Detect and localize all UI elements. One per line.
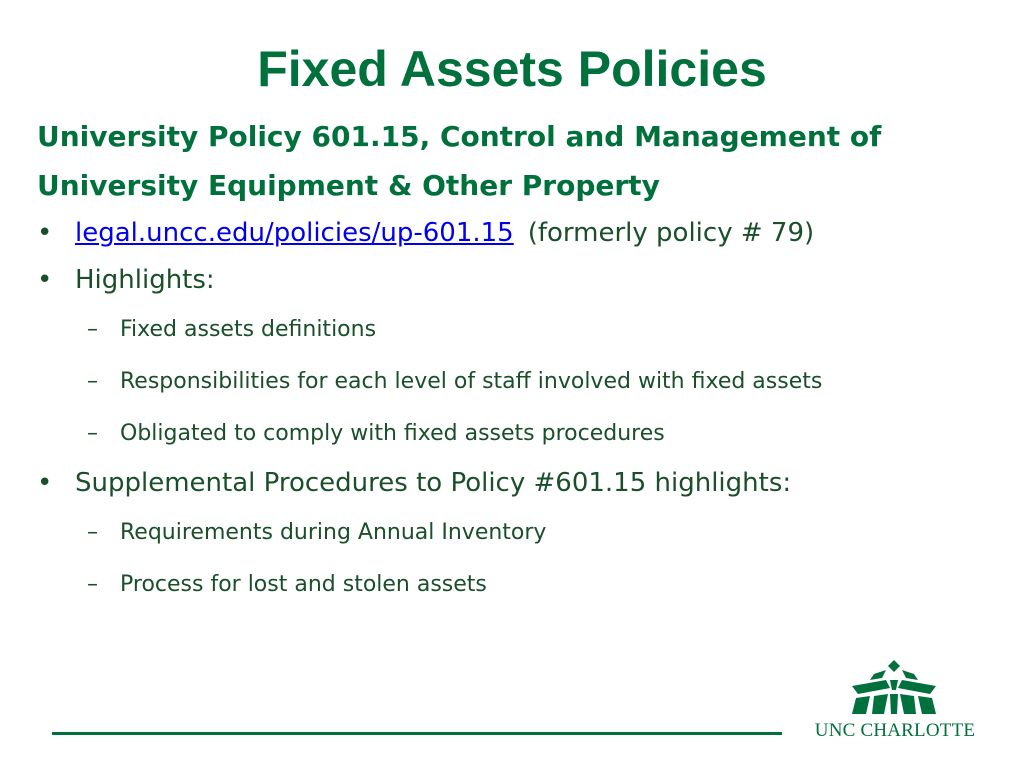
slide-title: Fixed Assets Policies — [257, 41, 767, 97]
bullet-item-supplemental — [37, 460, 987, 507]
highlights-label: Highlights: — [75, 265, 215, 295]
sub-item — [37, 304, 987, 356]
subtitle-line-1: University Policy 601.15, Control and Management of — [37, 120, 882, 153]
sub-item — [37, 408, 987, 460]
bullet-item-policy-link — [37, 210, 987, 257]
dash-marker: – — [87, 421, 98, 446]
bullet-marker: • — [37, 218, 53, 248]
supplemental-label: Supplemental Procedures to Policy #601.15 highlights: — [75, 468, 792, 498]
sub-item-text: Responsibilities for each level of staff involved with fixed assets — [120, 369, 823, 394]
unc-charlotte-logo — [800, 660, 990, 745]
sub-item-text: Fixed assets definitions — [120, 317, 377, 342]
sub-item-text: Obligated to comply with fixed assets procedures — [120, 421, 665, 446]
dash-marker: – — [87, 369, 98, 394]
policy-link-note: (formerly policy # 79) — [527, 218, 815, 248]
bullet-item-highlights — [37, 257, 987, 304]
logo-wordmark: UNC CHARLOTTE — [814, 720, 976, 741]
subtitle-line-2: University Equipment & Other Property — [37, 169, 660, 202]
bullet-marker: • — [37, 468, 53, 498]
dash-marker: – — [87, 520, 98, 545]
sub-item — [37, 356, 987, 408]
slide-subtitle — [37, 112, 997, 210]
sub-item-text: Requirements during Annual Inventory — [120, 520, 547, 545]
dash-marker: – — [87, 317, 98, 342]
bullet-marker: • — [37, 265, 53, 295]
policy-link[interactable]: legal.uncc.edu/policies/up-601.15 — [75, 218, 514, 248]
unc-charlotte-crown-logo-icon — [846, 660, 942, 716]
sub-item — [37, 559, 987, 611]
bullet-list — [37, 210, 987, 611]
sub-item-text: Process for lost and stolen assets — [120, 572, 487, 597]
dash-marker: – — [87, 572, 98, 597]
footer-divider — [52, 732, 782, 735]
sub-item — [37, 507, 987, 559]
